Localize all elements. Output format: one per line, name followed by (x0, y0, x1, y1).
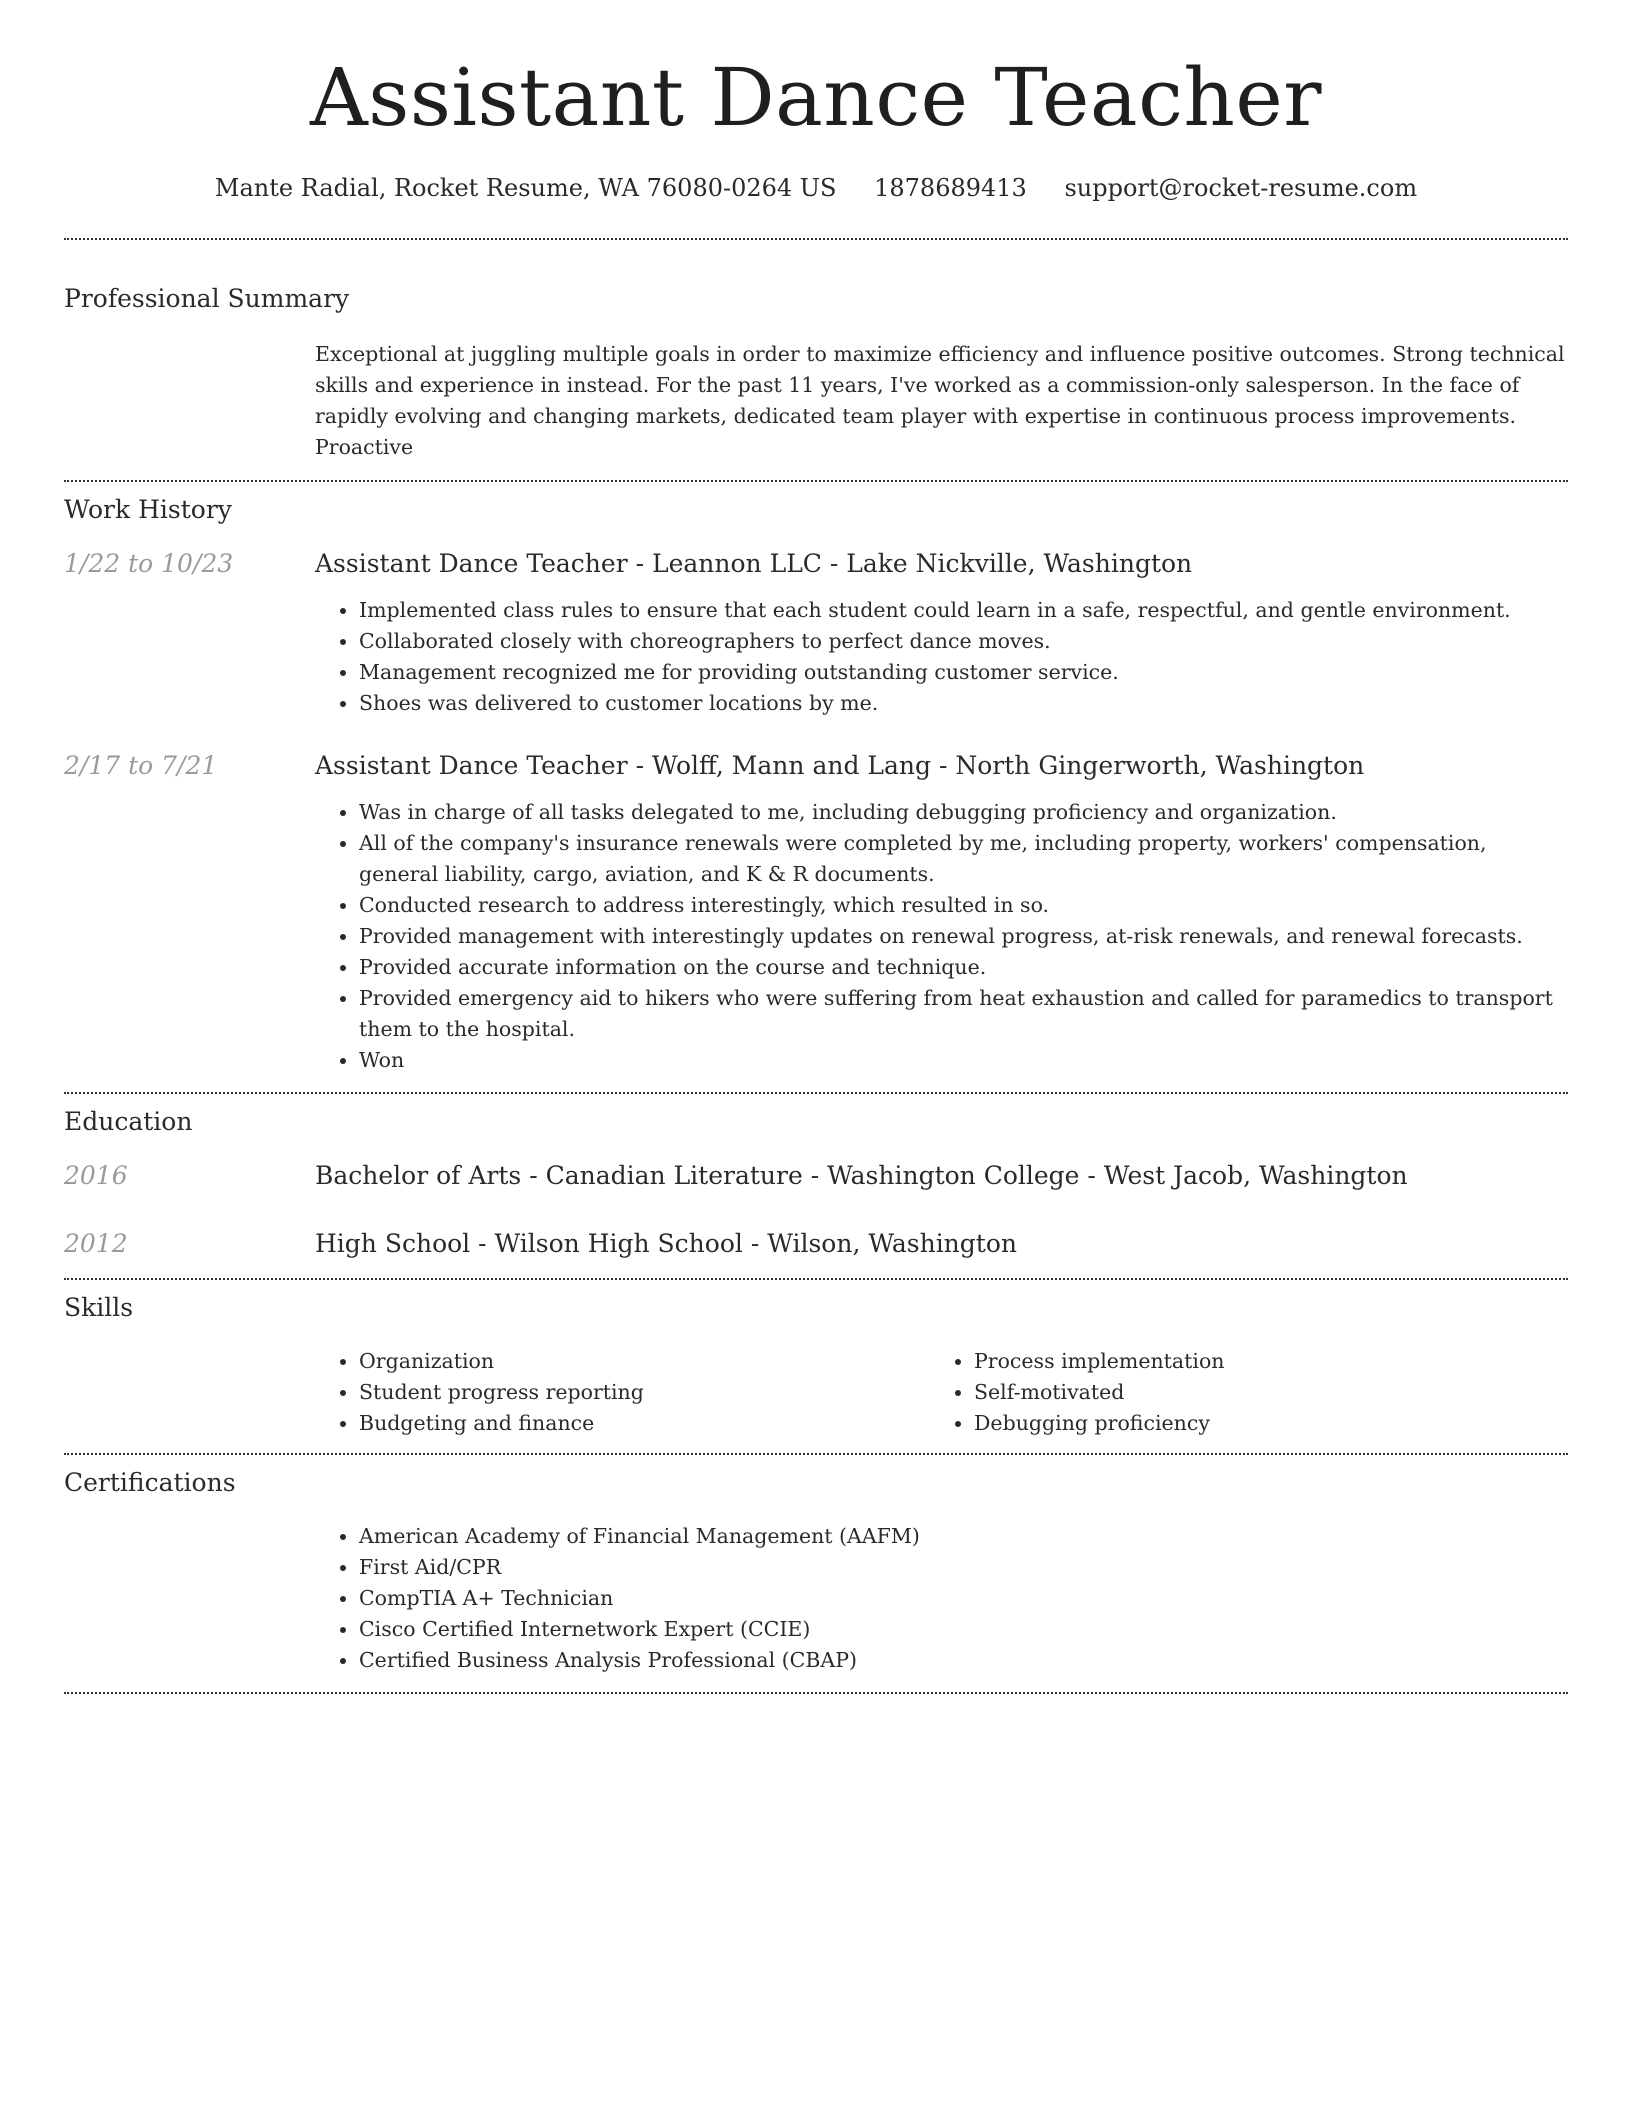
education-entry (64, 1159, 1568, 1193)
education-title: Bachelor of Arts - Canadian Literature - Washington College - West Jacob, Washington (315, 1161, 1408, 1190)
resume-name: Assistant Dance Teacher (309, 51, 1322, 144)
list-item: • Won (359, 1045, 1568, 1076)
list-item: • Management recognized me for providing outstanding customer service. (359, 657, 1568, 688)
list-item: • Process implementation (974, 1346, 1474, 1377)
summary-text: Exceptional at juggling multiple goals in order to maximize efficiency and influence positive outcomes. Strong technical skills and experience in instead. For the past 11 years, I've worked as a commission-only salesperson. In the face of rapidly evolving and changing markets, dedicated team player with expertise in continuous process improvements. Proactive (315, 342, 1565, 459)
education-year: 2012 (64, 1229, 128, 1258)
divider (64, 480, 1568, 482)
skills-list-left (315, 1346, 930, 1439)
list-item: • First Aid/CPR (359, 1552, 1568, 1583)
education-entry (64, 1227, 1568, 1261)
divider (64, 238, 1568, 240)
contact-address: Mante Radial, Rocket Resume, WA 76080-0264 US (214, 174, 837, 202)
list-item: • Budgeting and finance (359, 1408, 930, 1439)
skills-list-right (930, 1346, 1474, 1439)
divider (64, 1278, 1568, 1280)
list-item: • Collaborated closely with choreographers to perfect dance moves. (359, 626, 1568, 657)
section-title-education: Education (64, 1107, 193, 1136)
resume-page (64, 0, 1568, 1694)
section-title-certifications: Certifications (64, 1468, 236, 1497)
work-title: Assistant Dance Teacher - Wolff, Mann and Lang - North Gingerworth, Washington (315, 751, 1365, 780)
divider (64, 1092, 1568, 1094)
skills-columns (315, 1346, 1568, 1439)
list-item: • Cisco Certified Internetwork Expert (CCIE) (359, 1614, 1568, 1645)
list-item: • Student progress reporting (359, 1377, 930, 1408)
section-title-skills: Skills (64, 1293, 134, 1322)
section-title-work-history: Work History (64, 495, 232, 524)
list-item: • Implemented class rules to ensure that each student could learn in a safe, respectful, and gentle environment. (359, 595, 1568, 626)
list-item: • Debugging proficiency (974, 1408, 1474, 1439)
list-item: • Certified Business Analysis Professional (CBAP) (359, 1645, 1568, 1676)
work-title: Assistant Dance Teacher - Leannon LLC - Lake Nickville, Washington (315, 549, 1193, 578)
education-title: High School - Wilson High School - Wilson, Washington (315, 1229, 1017, 1258)
list-item: • Organization (359, 1346, 930, 1377)
list-item: • American Academy of Financial Management (AAFM) (359, 1521, 1568, 1552)
work-dates: 1/22 to 10/23 (64, 549, 234, 578)
contact-line (64, 174, 1568, 202)
certifications-list (315, 1521, 1568, 1676)
list-item: • Was in charge of all tasks delegated to me, including debugging proficiency and organization. (359, 797, 1568, 828)
list-item: • Self-motivated (974, 1377, 1474, 1408)
divider (64, 1453, 1568, 1455)
section-title-summary: Professional Summary (64, 284, 350, 313)
work-bullets (315, 595, 1568, 719)
divider (64, 1692, 1568, 1694)
list-item: • Provided accurate information on the course and technique. (359, 952, 1568, 983)
work-bullets (315, 797, 1568, 1076)
work-entry (64, 547, 1568, 581)
education-year: 2016 (64, 1161, 128, 1190)
list-item: • Conducted research to address interestingly, which resulted in so. (359, 890, 1568, 921)
contact-email: support@rocket-resume.com (1064, 174, 1418, 202)
list-item: • CompTIA A+ Technician (359, 1583, 1568, 1614)
list-item: • All of the company's insurance renewals were completed by me, including property, workers' compensation, general liability, cargo, aviation, and K & R documents. (359, 828, 1568, 890)
work-entry (64, 749, 1568, 783)
list-item: • Provided emergency aid to hikers who were suffering from heat exhaustion and called for paramedics to transport them to the hospital. (359, 983, 1568, 1045)
work-dates: 2/17 to 7/21 (64, 751, 218, 780)
contact-phone: 1878689413 (874, 174, 1027, 202)
list-item: • Provided management with interestingly updates on renewal progress, at-risk renewals, and renewal forecasts. (359, 921, 1568, 952)
list-item: • Shoes was delivered to customer locations by me. (359, 688, 1568, 719)
